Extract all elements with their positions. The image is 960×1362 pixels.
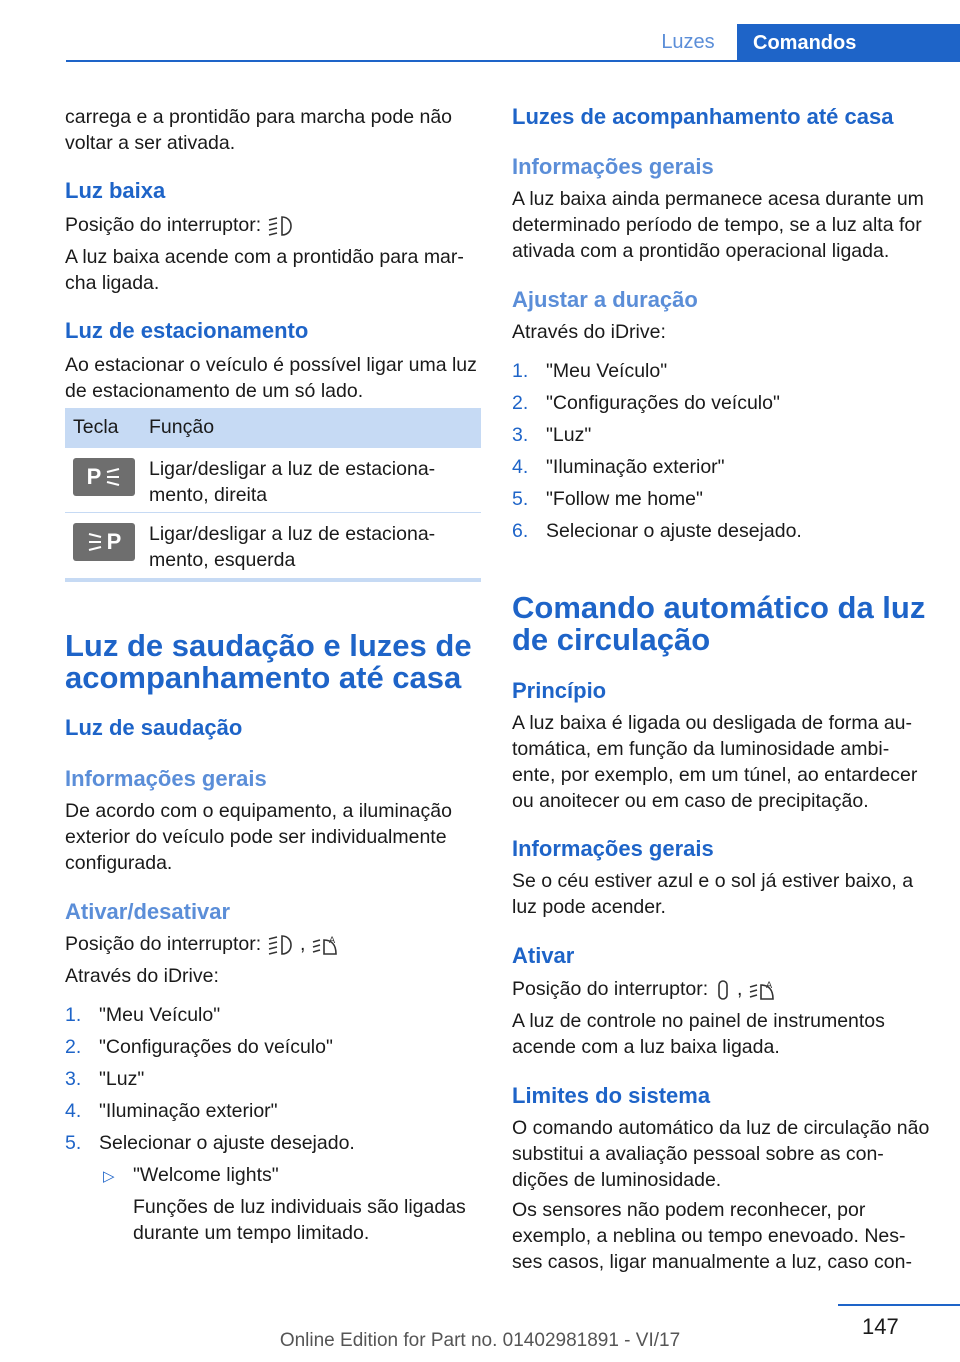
saudacao-switch-line (65, 931, 339, 957)
svg-text:A: A (765, 980, 773, 991)
table-row (65, 448, 481, 512)
welcome-lights-text: Funções de luz individuais são ligadas durante um tempo limitado. (133, 1196, 466, 1244)
step-number: 3. (512, 424, 529, 446)
table-row (65, 513, 481, 577)
step-number: 5. (512, 488, 529, 510)
list-item: "Configurações do veículo" (546, 392, 780, 414)
list-item: "Luz" (99, 1068, 145, 1090)
list-item: "Iluminação exterior" (546, 456, 725, 478)
list-item: Selecionar o ajuste desejado. (99, 1132, 355, 1154)
principio-text: A luz baixa é ligada ou desligada de forma au-tomática, em função da luminosidade ambi-ente, por exemplo, em um túnel, ao entardecer ou anoitecer ou em caso de precipitação. (512, 712, 918, 812)
info-gerais-heading: Informações gerais (512, 836, 714, 861)
step-number: 6. (512, 520, 529, 542)
low-beam-icon (267, 215, 295, 237)
auto-light-icon (311, 934, 339, 956)
ajustar-duracao-heading: Ajustar a duração (512, 287, 698, 312)
switch-label: Posição do interruptor: (512, 978, 709, 1000)
auto-light-chapter-heading: Comando automático da luz de circulação (512, 590, 926, 657)
intro-text: carrega e a prontidão para marcha pode não voltar a ser ativada. (65, 106, 453, 154)
limites-text-2: Os sensores não podem reconhecer, por exemplo, a neblina ou tempo enevoado. Nes-ses casos, ligar manualmente a luz, caso con- (512, 1199, 912, 1273)
table-row-function: Ligar/desligar a luz de estaciona-mento, esquerda (149, 523, 436, 571)
ativar-switch-line (512, 976, 776, 1002)
list-item: "Iluminação exterior" (99, 1100, 278, 1122)
info-gerais-text: Se o céu estiver azul e o sol já estiver baixo, a luz pode acender. (512, 870, 914, 918)
table-col-tecla: Tecla (73, 416, 119, 438)
list-item: "Configurações do veículo" (99, 1036, 333, 1058)
switch-separator: , (300, 933, 306, 955)
step-number: 4. (65, 1100, 82, 1122)
ativar-text: A luz de controle no painel de instrumentos acende com a luz baixa ligada. (512, 1010, 885, 1058)
table-col-funcao: Função (149, 416, 215, 438)
edition-footer: Online Edition for Part no. 01402981891 - VI/17 (279, 1330, 681, 1351)
step-number: 3. (65, 1068, 82, 1090)
footer-rule (838, 1304, 960, 1306)
acompanhamento-info-heading: Informações gerais (512, 154, 714, 179)
estacionamento-text: Ao estacionar o veículo é possível ligar uma luz de estacionamento de um só lado. (65, 354, 477, 402)
step-number: 5. (65, 1132, 82, 1154)
principio-heading: Princípio (512, 678, 607, 703)
chapter-tab-comandos[interactable]: Comandos (737, 24, 960, 62)
limites-text-1: O comando automático da luz de circulação não substitui a avaliação pessoal sobre as con-dições de luminosidade. (512, 1117, 930, 1191)
switch-label: Posição do interruptor: (65, 933, 262, 955)
light-rays-right-icon (105, 468, 121, 486)
limites-heading: Limites do sistema (512, 1083, 711, 1108)
table-bottom-rule (65, 578, 481, 582)
low-beam-icon (267, 934, 295, 956)
key-letter: P (86, 464, 102, 489)
step-number: 2. (512, 392, 529, 414)
svg-text:A: A (328, 935, 336, 946)
step-number: 2. (65, 1036, 82, 1058)
saudacao-idrive-label: Através do iDrive: (65, 965, 219, 987)
light-rays-left-icon (87, 533, 103, 551)
auto-light-icon (748, 979, 776, 1001)
saudacao-info-heading: Informações gerais (65, 766, 267, 791)
header-rule (66, 60, 960, 62)
table-row-function: Ligar/desligar a luz de estaciona-mento, direita (149, 458, 436, 506)
list-item: "Luz" (546, 424, 592, 446)
duracao-idrive-label: Através do iDrive: (512, 321, 666, 343)
luz-saudacao-heading: Luz de saudação (65, 715, 243, 740)
key-letter: P (106, 529, 122, 554)
step-number: 1. (65, 1004, 82, 1026)
saudacao-info-text: De acordo com o equipamento, a iluminação exterior do veículo pode ser individualmente configurada. (65, 800, 452, 874)
section-tab-luzes[interactable]: Luzes (661, 30, 715, 53)
switch-label: Posição do interruptor: (65, 214, 262, 236)
list-item: "Meu Veículo" (546, 360, 668, 382)
list-item: "Follow me home" (546, 488, 703, 510)
page-number: 147 (862, 1314, 899, 1339)
list-item: Selecionar o ajuste desejado. (546, 520, 802, 542)
parking-left-key-icon (73, 523, 135, 561)
ativar-heading: Ativar (512, 943, 575, 968)
list-item: "Meu Veículo" (99, 1004, 221, 1026)
step-number: 1. (512, 360, 529, 382)
sub-bullet-icon: ▷ (103, 1168, 115, 1185)
step-number: 4. (512, 456, 529, 478)
table-header (65, 408, 481, 448)
acompanhamento-heading: Luzes de acompanhamento até casa (512, 104, 894, 129)
luz-baixa-text: A luz baixa acende com a prontidão para mar-cha ligada. (65, 246, 464, 294)
ativar-desativar-heading: Ativar/desativar (65, 899, 231, 924)
estacionamento-heading: Luz de estacionamento (65, 318, 309, 343)
luz-baixa-switch-line (65, 212, 295, 238)
acompanhamento-info-text: A luz baixa ainda permanece acesa durante um determinado período de tempo, se a luz alta for ativada com a prontidão operacional ligada. (512, 188, 924, 262)
switch-separator: , (737, 978, 743, 1000)
parking-right-key-icon (73, 458, 135, 496)
welcome-lights-item: "Welcome lights" (133, 1164, 279, 1186)
luz-baixa-heading: Luz baixa (65, 178, 166, 203)
saudacao-chapter-heading: Luz de saudação e luzes de acompanhamento até casa (65, 628, 472, 695)
switch-off-icon (714, 979, 732, 1001)
